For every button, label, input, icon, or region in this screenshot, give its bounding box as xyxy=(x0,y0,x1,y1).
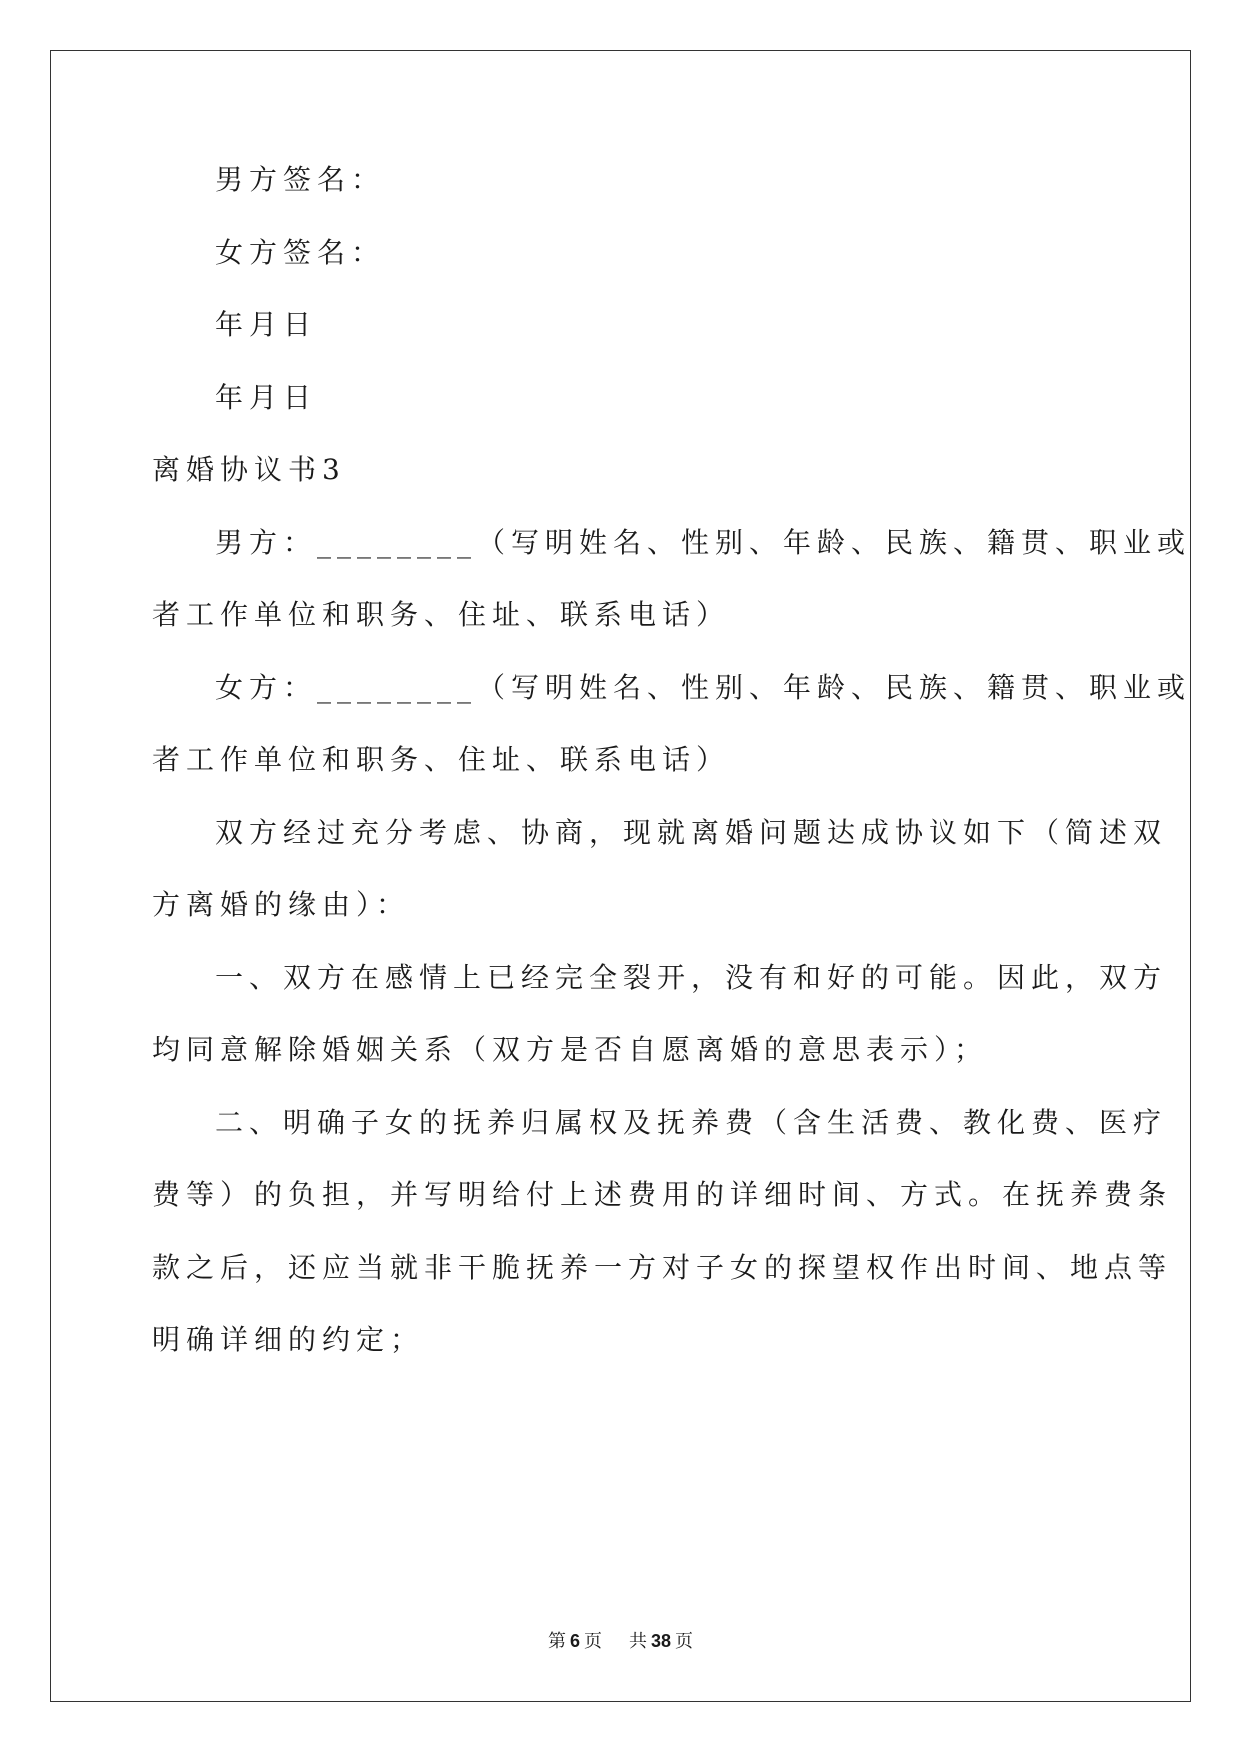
footer-total-prefix: 共 xyxy=(628,1631,647,1652)
paragraph-line: 费等）的负担，并写明给付上述费用的详细时间、方式。在抚养费条 xyxy=(152,1178,1173,1211)
total-page-count: 38 xyxy=(650,1631,671,1651)
paragraph-line: 二、明确子女的抚养归属权及抚养费（含生活费、教化费、医疗 xyxy=(215,1106,1168,1139)
male-signature-line: 男方签名： xyxy=(215,163,386,196)
current-page-number: 6 xyxy=(570,1631,581,1651)
footer-total-suffix: 页 xyxy=(674,1631,693,1652)
paragraph-line: 女方：________（写明姓名、性别、年龄、民族、籍贯、职业或 xyxy=(215,671,1192,704)
section-heading: 离婚协议书3 xyxy=(152,453,346,486)
paragraph-line: 一、双方在感情上已经完全裂开，没有和好的可能。因此，双方 xyxy=(215,961,1168,994)
paragraph-line: 均同意解除婚姻关系（双方是否自愿离婚的意思表示）； xyxy=(152,1033,989,1066)
paragraph-line: 者工作单位和职务、住址、联系电话） xyxy=(152,743,731,776)
female-signature-line: 女方签名： xyxy=(215,236,386,269)
paragraph-line: 方离婚的缘由）： xyxy=(152,888,411,921)
paragraph-line: 男方：________（写明姓名、性别、年龄、民族、籍贯、职业或 xyxy=(215,526,1192,559)
paragraph-line: 双方经过充分考虑、协商，现就离婚问题达成协议如下（简述双 xyxy=(215,816,1168,849)
date-line: 年月日 xyxy=(215,381,318,414)
page-footer xyxy=(0,1627,1241,1653)
date-line: 年月日 xyxy=(215,308,318,341)
paragraph-line: 者工作单位和职务、住址、联系电话） xyxy=(152,598,731,631)
paragraph-line: 明确详细的约定； xyxy=(152,1323,425,1356)
footer-prefix: 第 xyxy=(548,1631,567,1652)
footer-page-suffix: 页 xyxy=(584,1631,603,1652)
paragraph-line: 款之后，还应当就非干脆抚养一方对子女的探望权作出时间、地点等 xyxy=(152,1251,1173,1284)
page-border xyxy=(50,50,1191,1702)
